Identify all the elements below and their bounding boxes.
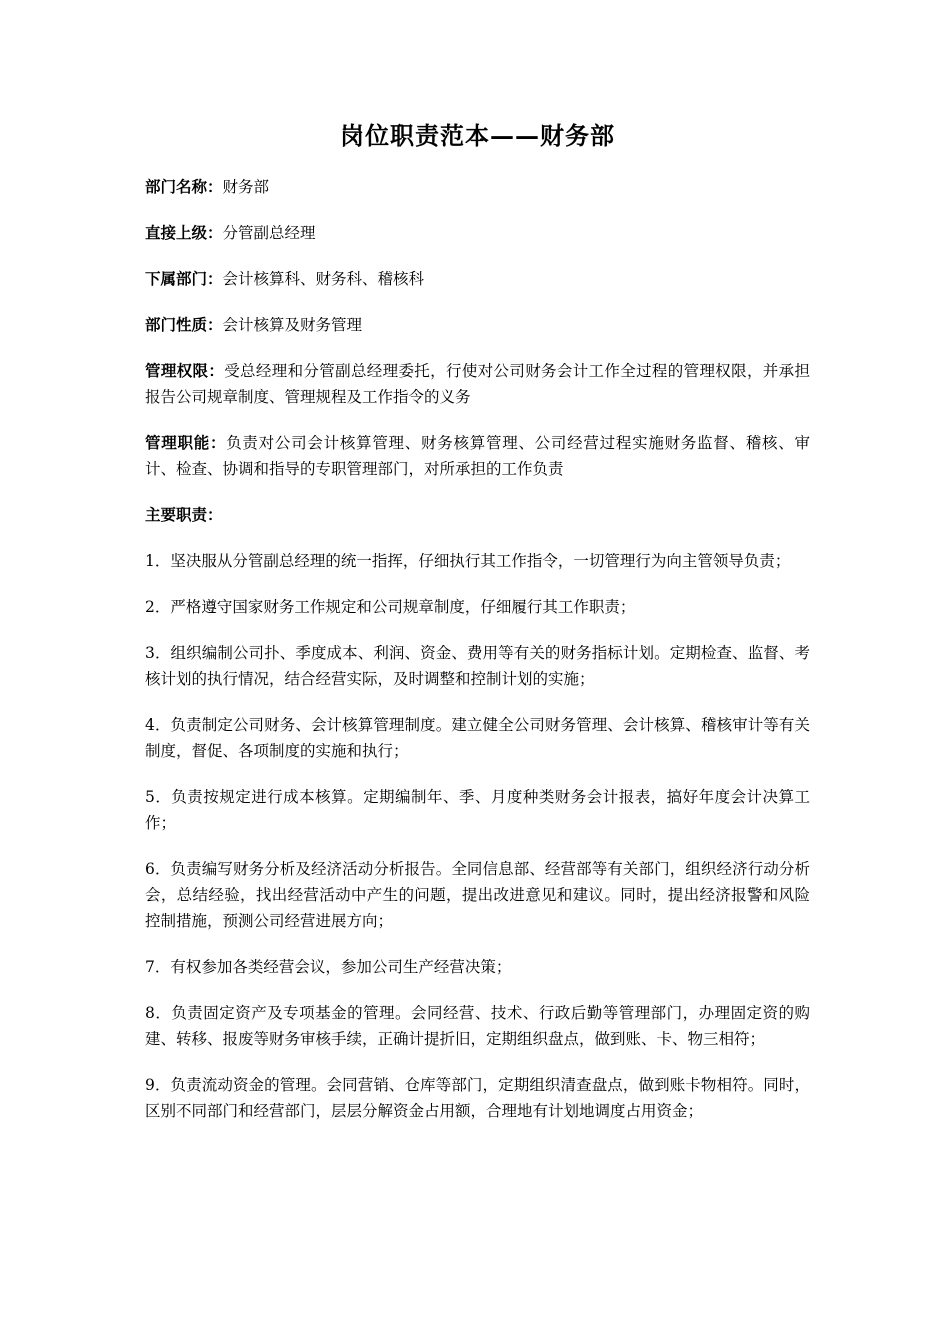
field-department-nature <box>145 312 810 338</box>
duty-item: 2．严格遵守国家财务工作规定和公司规章制度，仔细履行其工作职责； <box>145 598 636 616</box>
field-value: 负责对公司会计核算管理、财务核算管理、公司经营过程实施财务监督、稽核、审计、检查、协调和指导的专职管理部门，对所承担的工作负责 <box>145 434 810 478</box>
field-management-authority <box>145 358 810 410</box>
field-value: 分管副总经理 <box>222 224 316 242</box>
document-title: 岗位职责范本——财务部 <box>340 121 615 150</box>
field-department-name <box>145 174 810 200</box>
duty-item: 9．负责流动资金的管理。会同营销、仓库等部门，定期组织清查盘点，做到账卡物相符。同时，区别不同部门和经营部门，层层分解资金占用额，合理地有计划地调度占用资金； <box>145 1076 810 1120</box>
field-direct-superior <box>145 220 810 246</box>
field-subordinate-departments <box>145 266 810 292</box>
field-label: 管理权限： <box>145 361 225 380</box>
duty-item: 8．负责固定资产及专项基金的管理。会同经营、技术、行政后勤等管理部门，办理固定资的购建、转移、报废等财务审核手续，正确计提折旧，定期组织盘点，做到账、卡、物三相符； <box>145 1004 810 1048</box>
field-value: 财务部 <box>222 178 270 196</box>
duty-item: 6．负责编写财务分析及经济活动分析报告。全同信息部、经营部等有关部门，组织经济行动分析会，总结经验，找出经营活动中产生的问题，提出改进意见和建议。同时，提出经济报警和风险控制措施，预测公司经营进展方向； <box>145 860 810 930</box>
field-value: 会计核算及财务管理 <box>222 316 363 334</box>
duty-item: 1．坚决服从分管副总经理的统一指挥，仔细执行其工作指令，一切管理行为向主管领导负责； <box>145 552 791 570</box>
duty-item: 3．组织编制公司扑、季度成本、利润、资金、费用等有关的财务指标计划。定期检查、监督、考核计划的执行情况，结合经营实际，及时调整和控制计划的实施； <box>145 644 810 688</box>
field-label: 部门名称： <box>145 177 223 196</box>
field-label: 下属部门： <box>145 269 223 288</box>
field-label: 直接上级： <box>145 223 223 242</box>
field-value: 会计核算科、财务科、稽核科 <box>222 270 425 288</box>
field-label: 部门性质： <box>145 315 223 334</box>
duty-item: 5．负责按规定进行成本核算。定期编制年、季、月度种类财务会计报表，搞好年度会计决算工作； <box>145 788 810 832</box>
duties-heading: 主要职责： <box>145 505 223 524</box>
duty-item: 4．负责制定公司财务、会计核算管理制度。建立健全公司财务管理、会计核算、稽核审计等有关制度，督促、各项制度的实施和执行； <box>145 716 810 760</box>
field-label: 管理职能： <box>145 433 227 452</box>
field-management-function <box>145 430 810 482</box>
field-value: 受总经理和分管副总经理委托，行使对公司财务会计工作全过程的管理权限，并承担报告公司规章制度、管理规程及工作指令的义务 <box>145 362 810 406</box>
duty-item: 7．有权参加各类经营会议，参加公司生产经营决策； <box>145 958 512 976</box>
